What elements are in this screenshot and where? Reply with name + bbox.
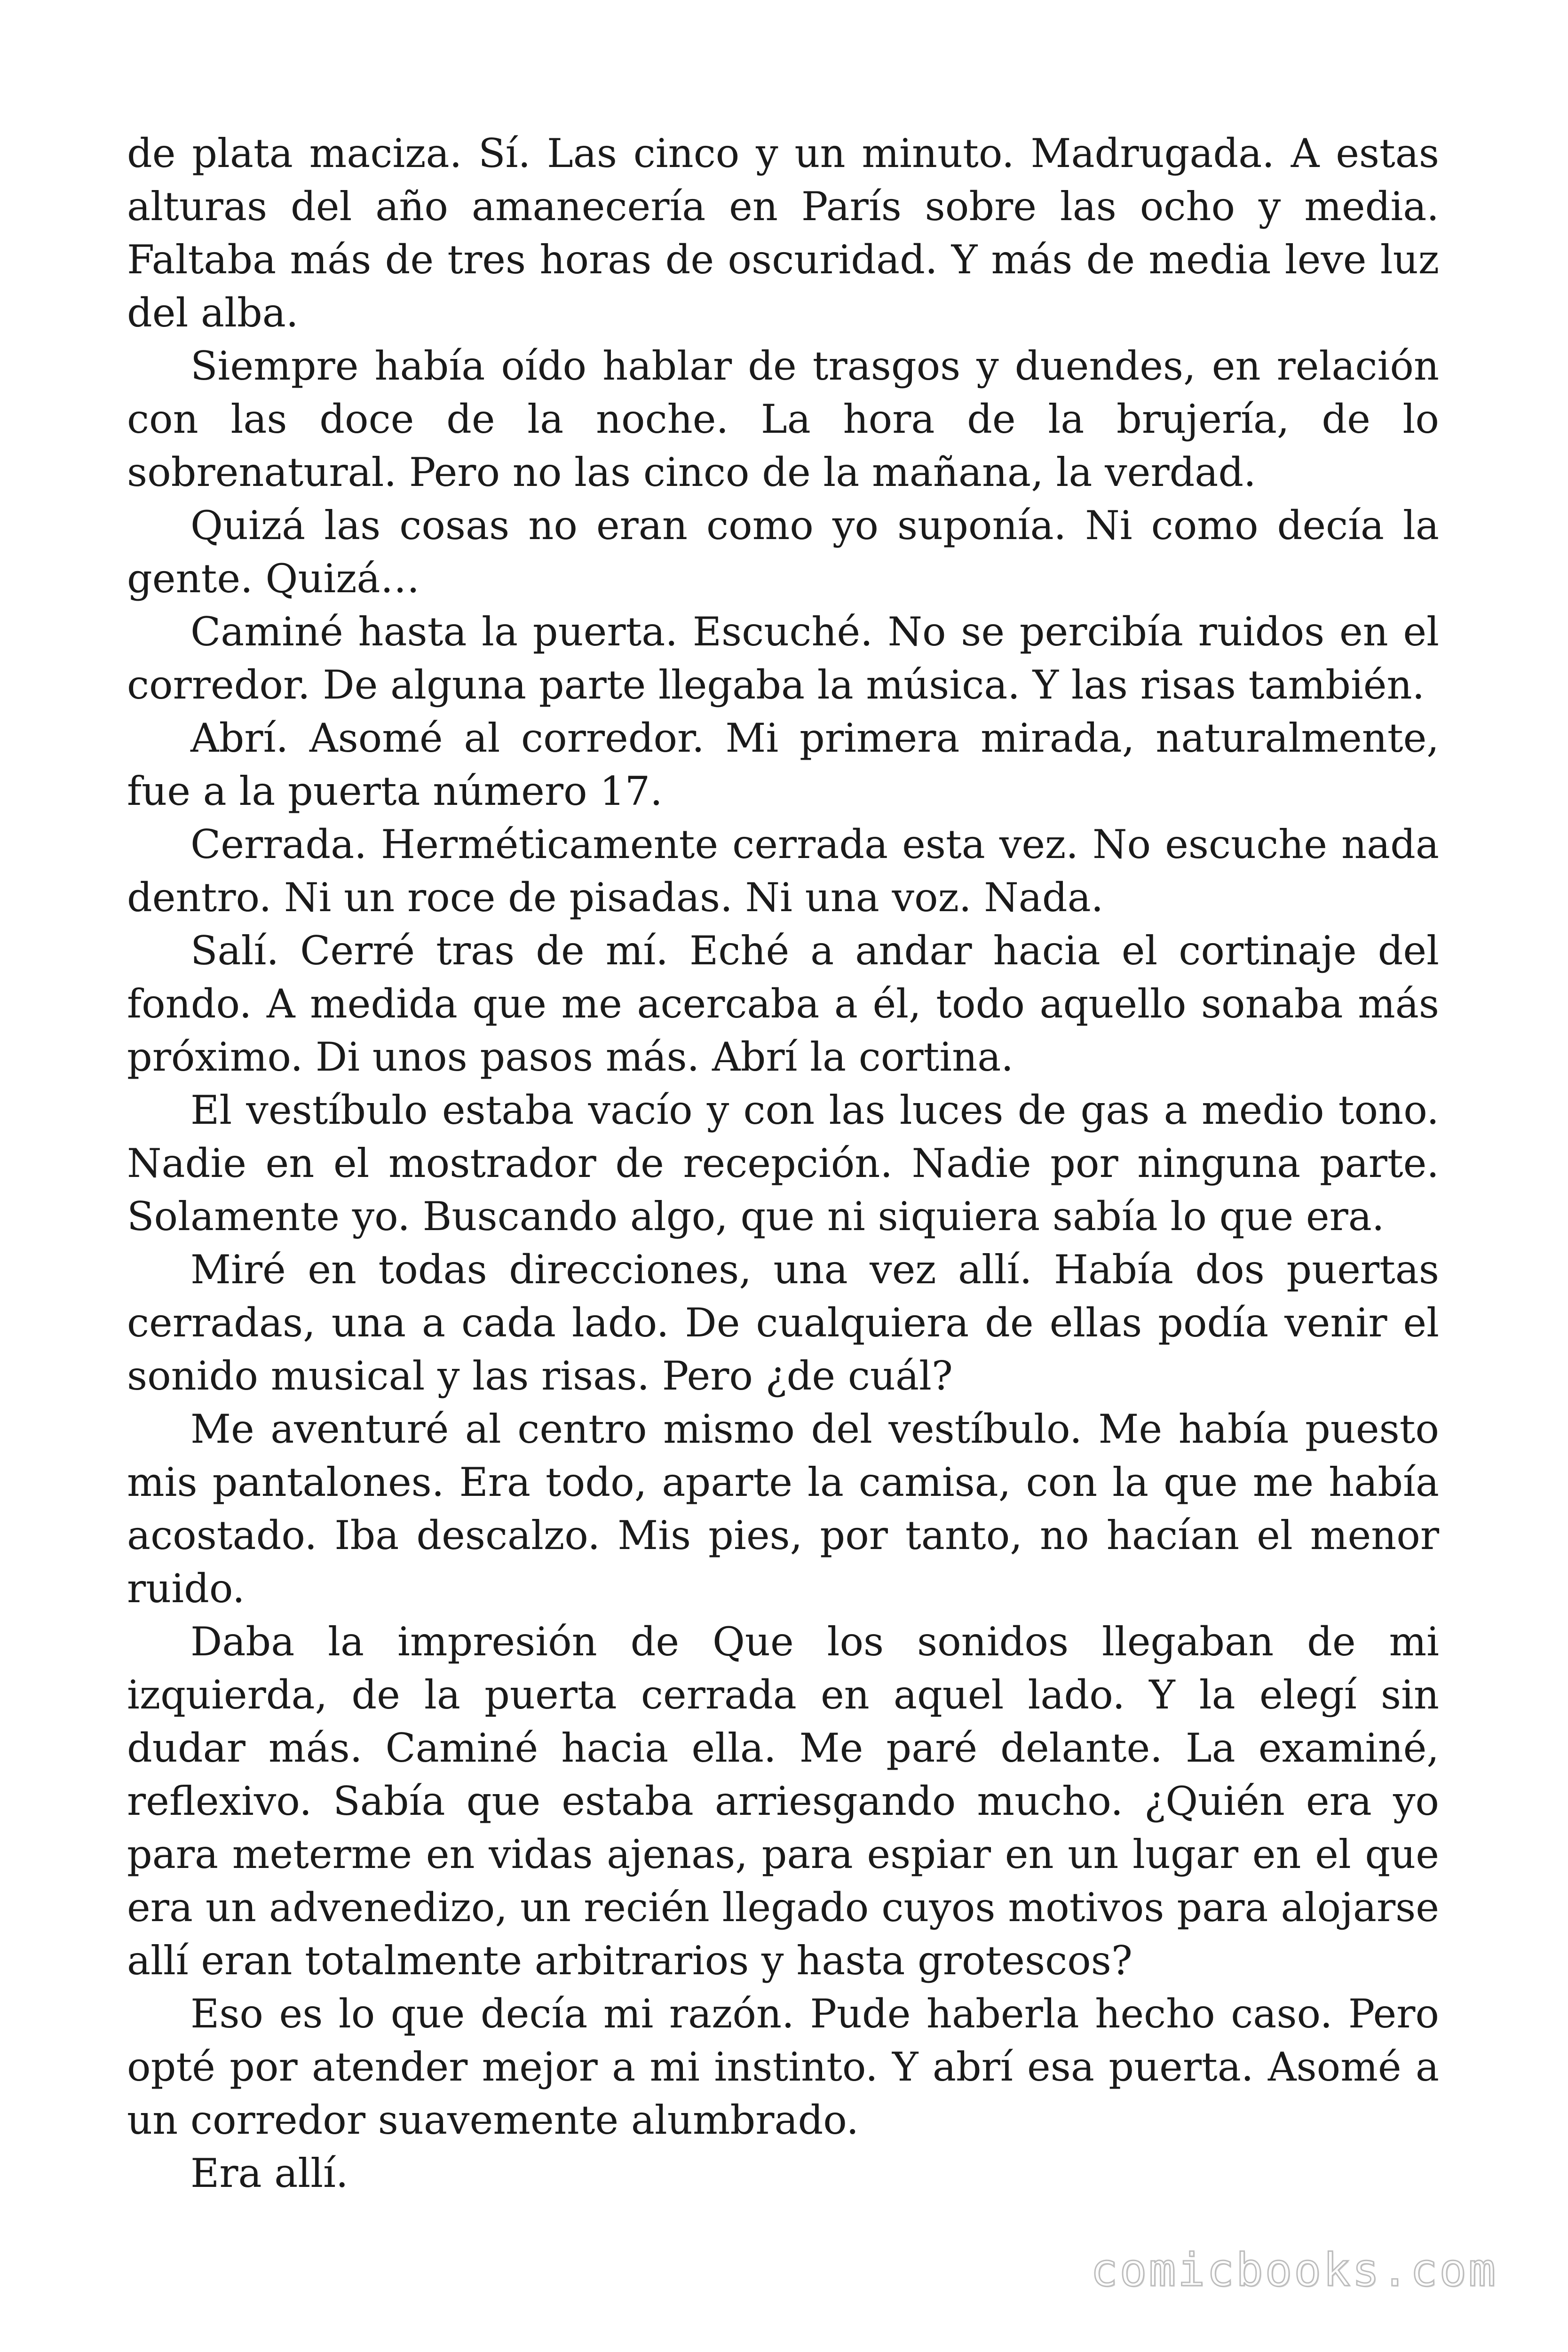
paragraph-1: de plata maciza. Sí. Las cinco y un minuto. Madrugada. A estas alturas del año amanecería en París sobre las ocho y media. Faltaba más de tres horas de oscuridad. Y más de media leve luz del alba. [127,130,1439,336]
book-page [127,127,1439,2200]
paragraph-12: Eso es lo que decía mi razón. Pude haberla hecho caso. Pero opté por atender mejor a mi instinto. Y abrí esa puerta. Asomé a un corredor suavemente alumbrado. [127,1991,1439,2143]
paragraph-8: El vestíbulo estaba vacío y con las luces de gas a medio tono. Nadie en el mostrador de recepción. Nadie por ninguna parte. Solamente yo. Buscando algo, que ni siquiera sabía lo que era. [127,1087,1439,1240]
paragraph-5: Abrí. Asomé al corredor. Mi primera mirada, naturalmente, fue a la puerta número 17. [127,715,1439,814]
paragraph-2: Siempre había oído hablar de trasgos y duendes, en relación con las doce de la noche. La hora de la brujería, de lo sobrenatural. Pero no las cinco de la mañana, la verdad. [127,343,1439,495]
watermark: comicbooks.com [1090,2244,1497,2296]
paragraph-3: Quizá las cosas no eran como yo suponía. Ni como decía la gente. Quizá… [127,502,1439,602]
paragraph-4: Caminé hasta la puerta. Escuché. No se percibía ruidos en el corredor. De alguna parte llegaba la música. Y las risas también. [127,609,1439,708]
paragraph-9: Miré en todas direcciones, una vez allí. Había dos puertas cerradas, una a cada lado. De cualquiera de ellas podía venir el sonido musical y las risas. Pero ¿de cuál? [127,1247,1439,1399]
paragraph-11: Daba la impresión de Que los sonidos llegaban de mi izquierda, de la puerta cerrada en aquel lado. Y la elegí sin dudar más. Caminé hacia ella. Me paré delante. La examiné, reflexivo. Sabía que estaba arriesgando mucho. ¿Quién era yo para meterme en vidas ajenas, para espiar en un lugar en el que era un advenedizo, un recién llegado cuyos motivos para alojarse allí eran totalmente arbitrarios y hasta grotescos? [127,1619,1439,1984]
paragraph-13: Era allí. [190,2150,348,2196]
paragraph-10: Me aventuré al centro mismo del vestíbulo. Me había puesto mis pantalones. Era todo, aparte la camisa, con la que me había acostado. Iba descalzo. Mis pies, por tanto, no hacían el menor ruido. [127,1406,1439,1612]
paragraph-6: Cerrada. Herméticamente cerrada esta vez. No escuche nada dentro. Ni un roce de pisadas. Ni una voz. Nada. [127,821,1439,921]
paragraph-7: Salí. Cerré tras de mí. Eché a andar hacia el cortinaje del fondo. A medida que me acercaba a él, todo aquello sonaba más próximo. Di unos pasos más. Abrí la cortina. [127,928,1439,1080]
